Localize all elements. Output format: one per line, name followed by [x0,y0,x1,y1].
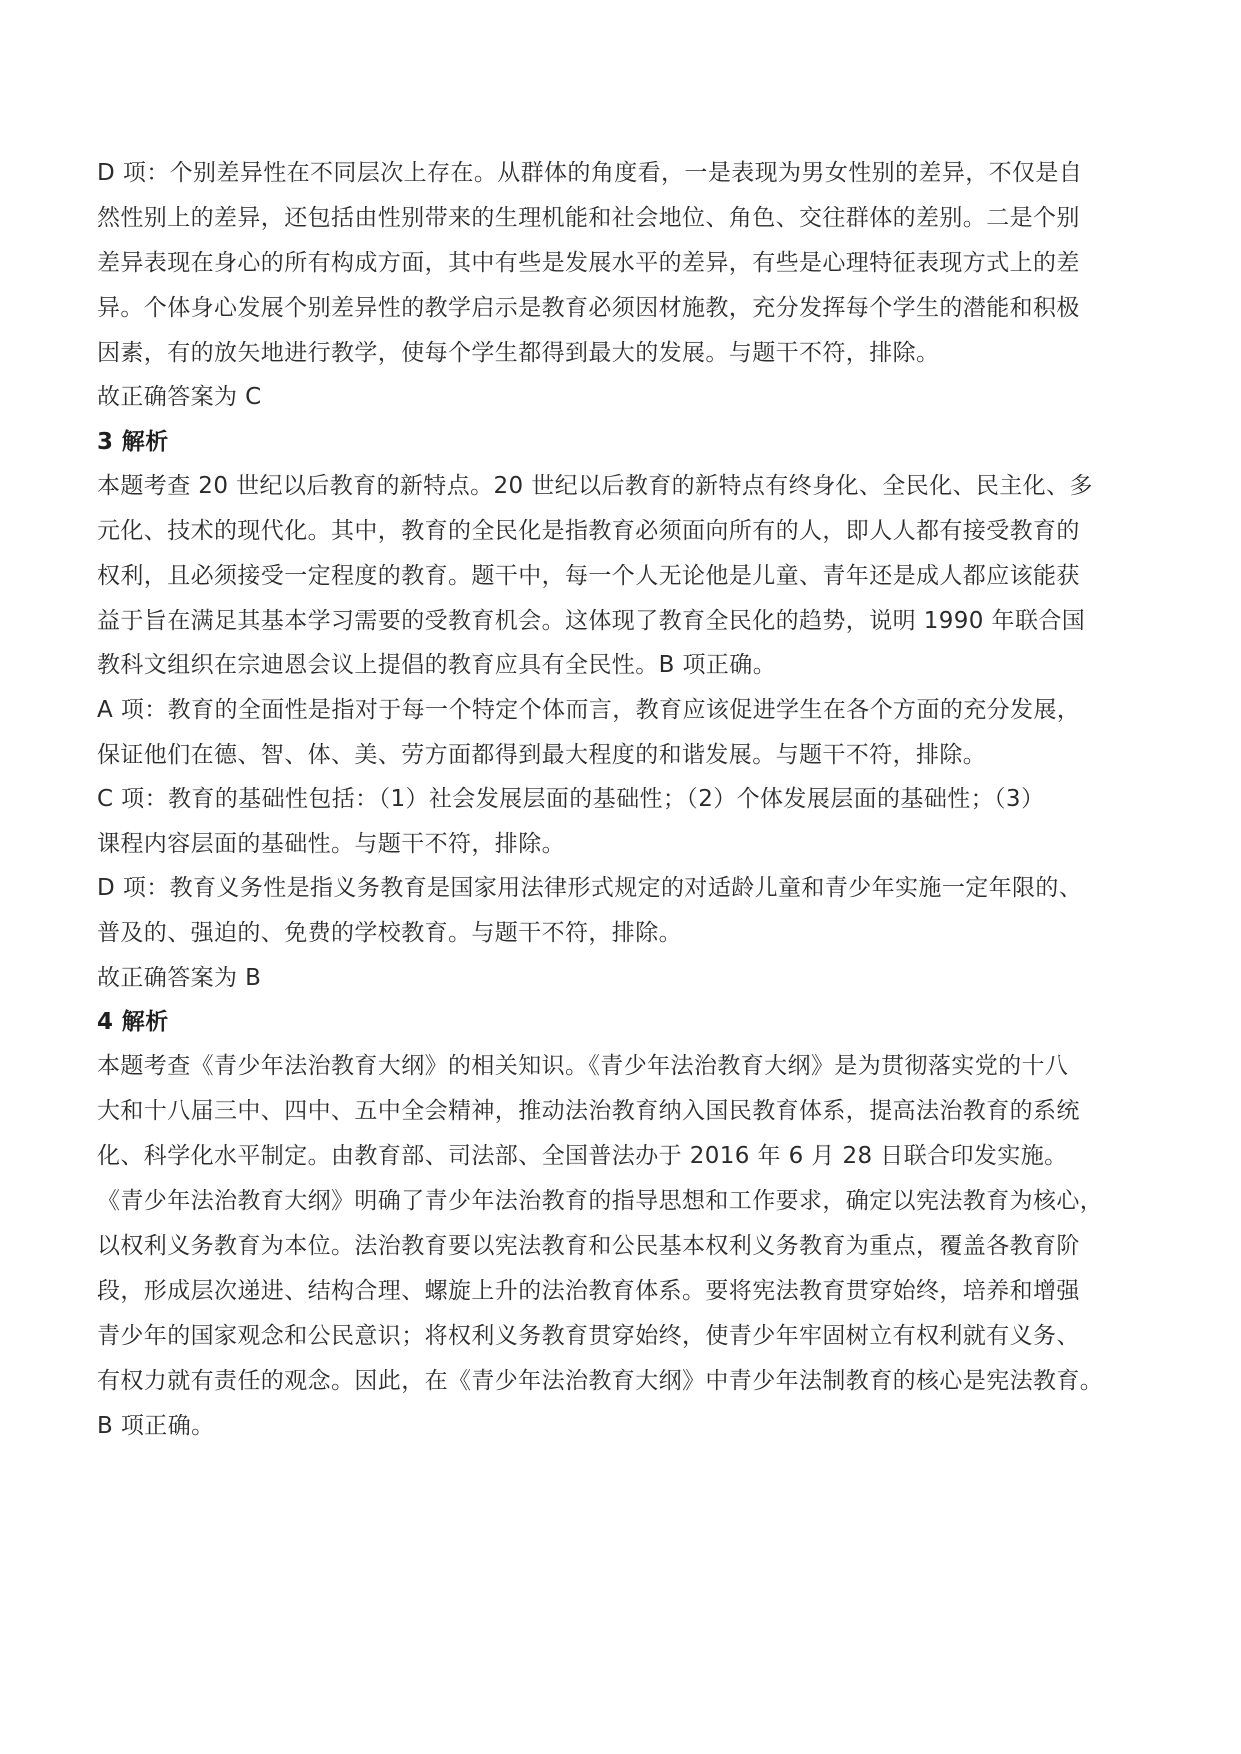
text-line-q3-a-2: 保证他们在德、智、体、美、劳方面都得到最大程度的和谐发展。与题干不符，排除。 [97,742,987,768]
text-line-q3-5: 教科文组织在宗迪恩会议上提倡的教育应具有全民性。B 项正确。 [97,652,777,678]
text-line-q3-1: 本题考查 20 世纪以后教育的新特点。20 世纪以后教育的新特点有终身化、全民化、民主化、多 [97,473,1093,499]
document-page [97,158,1159,1718]
text-line-q4-3: 化、科学化水平制定。由教育部、司法部、全国普法办于 2016 年 6 月 28 日联合印发实施。 [97,1143,1068,1169]
text-line-q4-8: 有权力就有责任的观念。因此，在《青少年法治教育大纲》中青少年法制教育的核心是宪法教育。 [97,1368,1104,1394]
text-line-q4-9: B 项正确。 [97,1413,215,1439]
text-line-q4-4: 《青少年法治教育大纲》明确了青少年法治教育的指导思想和工作要求，确定以宪法教育为核心， [97,1188,1104,1214]
text-line-q4-1: 本题考查《青少年法治教育大纲》的相关知识。《青少年法治教育大纲》是为贯彻落实党的十八 [97,1053,1069,1079]
answer-line-q2: 故正确答案为 C [97,384,262,410]
text-line-q3-d-2: 普及的、强迫的、免费的学校教育。与题干不符，排除。 [97,920,682,946]
text-line-q3-a-1: A 项：教育的全面性是指对于每一个特定个体而言，教育应该促进学生在各个方面的充分发展， [97,697,1081,723]
text-line-q3-3: 权利，且必须接受一定程度的教育。题干中，每一个人无论他是儿童、青年还是成人都应该能获 [97,563,1080,589]
text-line-d-item-5: 因素，有的放矢地进行教学，使每个学生都得到最大的发展。与题干不符，排除。 [97,340,940,366]
text-line-d-item-3: 差异表现在身心的所有构成方面，其中有些是发展水平的差异，有些是心理特征表现方式上的差 [97,250,1080,276]
answer-line-q3: 故正确答案为 B [97,965,262,991]
text-line-d-item-1: D 项：个别差异性在不同层次上存在。从群体的角度看，一是表现为男女性别的差异，不仅是自 [97,160,1083,186]
text-line-q3-c-1: C 项：教育的基础性包括：（1）社会发展层面的基础性；（2）个体发展层面的基础性；（3） [97,786,1045,812]
text-line-q4-6: 段，形成层次递进、结构合理、螺旋上升的法治教育体系。要将宪法教育贯穿始终，培养和增强 [97,1278,1080,1304]
text-line-q4-7: 青少年的国家观念和公民意识；将权利义务教育贯穿始终，使青少年牢固树立有权利就有义务、 [97,1323,1080,1349]
section-heading-q4: 4 解析 [97,1009,169,1035]
text-line-q3-d-1: D 项：教育义务性是指义务教育是国家用法律形式规定的对适龄儿童和青少年实施一定年限的、 [97,875,1083,901]
text-line-q3-2: 元化、技术的现代化。其中，教育的全民化是指教育必须面向所有的人，即人人都有接受教育的 [97,518,1080,544]
text-line-d-item-4: 异。个体身心发展个别差异性的教学启示是教育必须因材施教，充分发挥每个学生的潜能和积极 [97,295,1080,321]
text-line-q3-c-2: 课程内容层面的基础性。与题干不符，排除。 [97,831,565,857]
section-heading-q3: 3 解析 [97,429,169,455]
text-line-q4-2: 大和十八届三中、四中、五中全会精神，推动法治教育纳入国民教育体系，提高法治教育的系统 [97,1098,1080,1124]
text-line-q3-4: 益于旨在满足其基本学习需要的受教育机会。这体现了教育全民化的趋势，说明 1990 年联合国 [97,608,1086,634]
text-line-q4-5: 以权利义务教育为本位。法治教育要以宪法教育和公民基本权利义务教育为重点，覆盖各教育阶 [97,1233,1080,1259]
text-line-d-item-2: 然性别上的差异，还包括由性别带来的生理机能和社会地位、角色、交往群体的差别。二是个别 [97,205,1080,231]
